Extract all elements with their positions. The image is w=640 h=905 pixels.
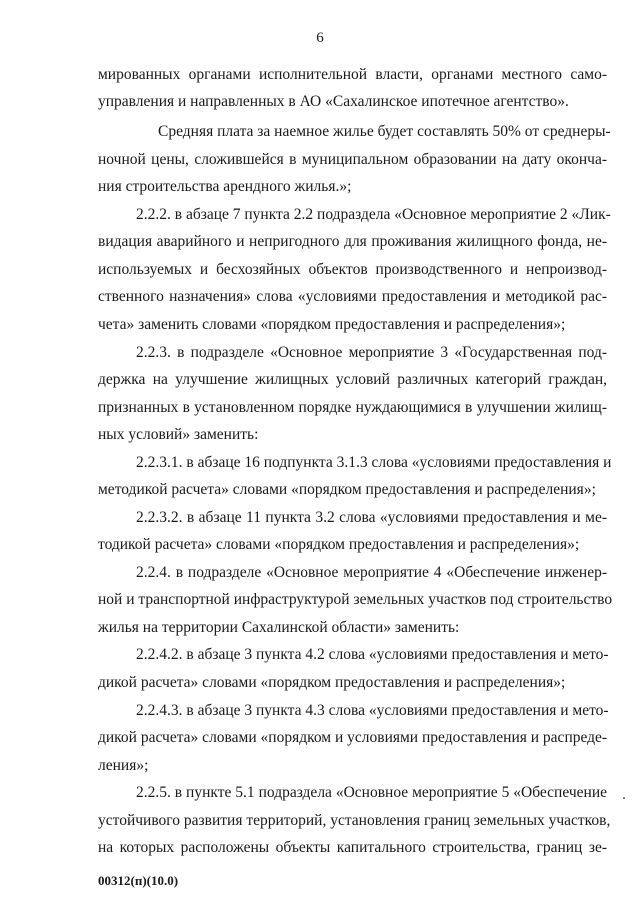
page-number: 6 (316, 30, 324, 46)
text-line: ных условий» заменить: (98, 426, 259, 443)
text-line: держка на улучшение жилищных условий различных категорий граждан, (98, 371, 607, 388)
text-line: ния строительства арендного жилья.»; (98, 178, 352, 195)
text-line: 2.2.3. в подразделе «Основное мероприятие 3 «Государственная под- (136, 344, 607, 361)
text-line: Средняя плата за наемное жилье будет составлять 50% от среднеры- (158, 123, 611, 140)
text-line: 2.2.5. в пункте 5.1 подраздела «Основное мероприятие 5 «Обеспечение (136, 784, 607, 801)
text-line: 2.2.3.2. в абзаце 11 пункта 3.2 слова «условиями предоставления и ме- (136, 509, 607, 526)
text-line: тодикой расчета» словами «порядком предоставления и распределения»; (98, 536, 580, 553)
text-line: 2.2.4.3. в абзаце 3 пункта 4.3 слова «условиями предоставления и мето- (136, 702, 609, 719)
text-line: дикой расчета» словами «порядком предоставления и распределения»; (98, 674, 566, 691)
text-line: 2.2.3.1. в абзаце 16 подпункта 3.1.3 слова «условиями предоставления и (136, 454, 612, 471)
text-line: используемых и бесхозяйных объектов производственного и непроизвод- (98, 261, 607, 278)
text-line: на которых расположены объекты капитального строительства, границ зе- (98, 839, 607, 856)
text-line: 2.2.4. в подразделе «Основное мероприятие 4 «Обеспечение инженер- (136, 564, 607, 581)
text-line: дикой расчета» словами «порядком и условиями предоставления и распреде- (98, 729, 608, 746)
text-line: устойчивого развития территорий, установления границ земельных участков, (98, 812, 611, 829)
text-line: мированных органами исполнительной власти, органами местного само- (98, 66, 607, 83)
text-line: 2.2.2. в абзаце 7 пункта 2.2 подраздела «Основное мероприятие 2 «Лик- (136, 206, 611, 223)
text-line: чета» заменить словами «порядком предоставления и распределения»; (98, 316, 566, 333)
document-code: 00312(п)(10.0) (98, 873, 179, 888)
text-line: ночной цены, сложившейся в муниципальном образовании на дату оконча- (98, 151, 607, 168)
text-line: методикой расчета» словами «порядком предоставления и распределения»; (98, 481, 596, 498)
text-line: 2.2.4.2. в абзаце 3 пункта 4.2 слова «условиями предоставления и мето- (136, 646, 609, 663)
text-line: признанных в установленном порядке нуждающимися в улучшении жилищ- (98, 399, 607, 416)
text-line: жилья на территории Сахалинской области» заменить: (98, 619, 460, 636)
text-line: ления»; (98, 757, 149, 774)
text-line: управления и направленных в АО «Сахалинское ипотечное агентство». (98, 93, 569, 110)
text-line: ственного назначения» слова «условиями предоставления и методикой рас- (98, 288, 607, 305)
scan-speck (623, 797, 625, 799)
text-line: ной и транспортной инфраструктурой земельных участков под строительство (98, 591, 613, 608)
text-line: видация аварийного и непригодного для проживания жилищного фонда, не- (98, 233, 607, 250)
